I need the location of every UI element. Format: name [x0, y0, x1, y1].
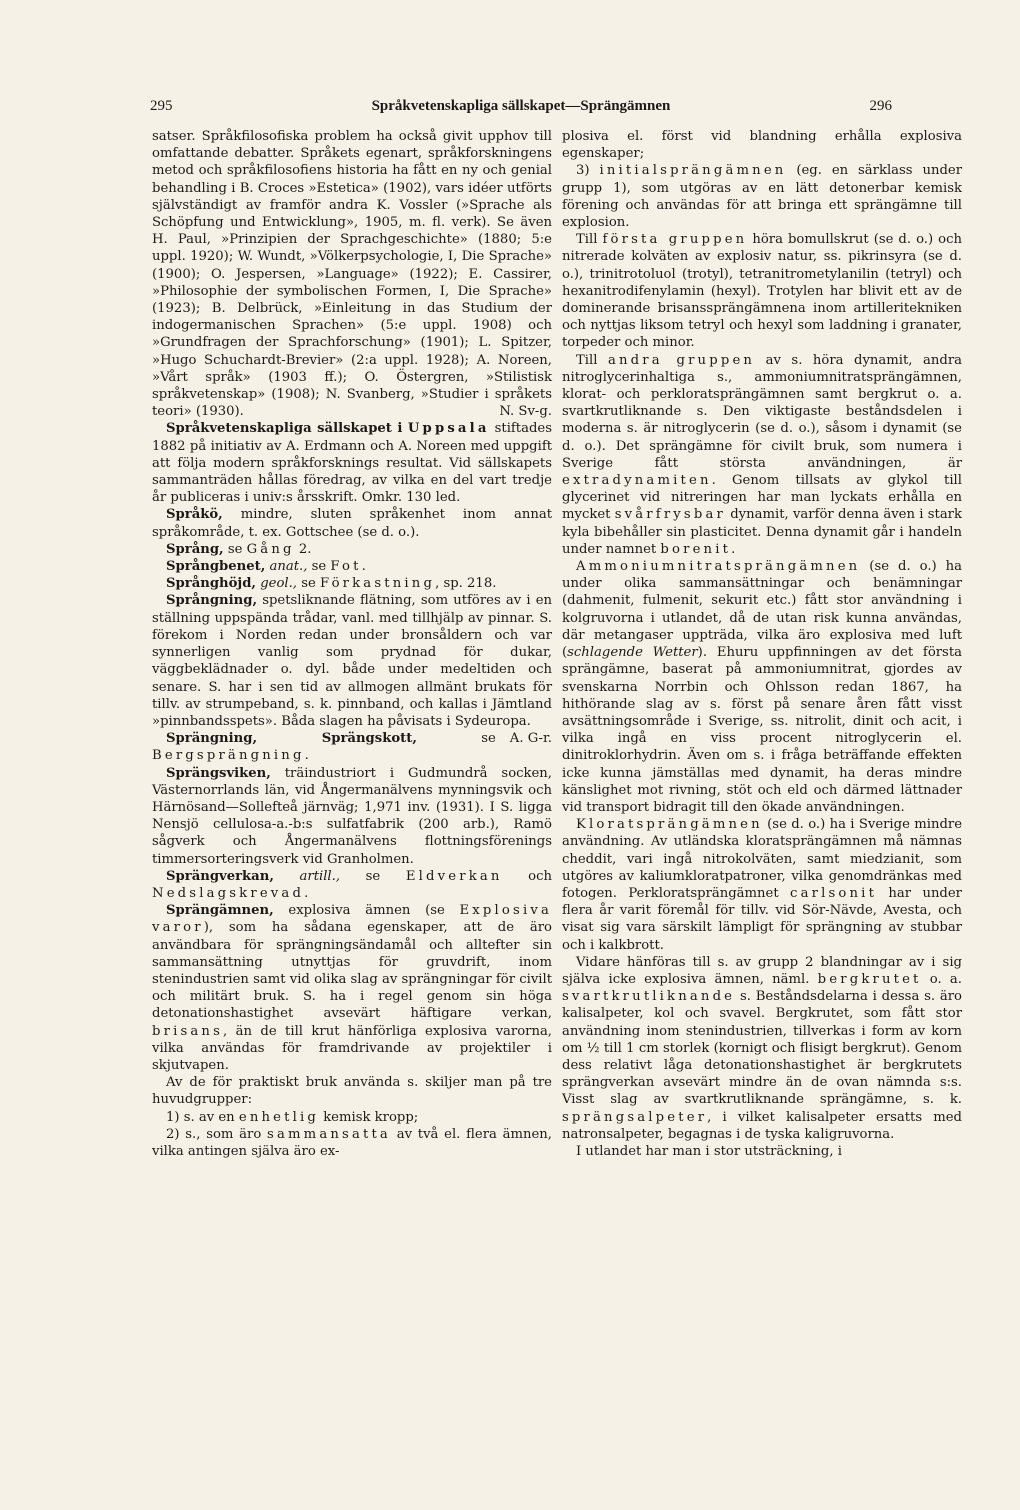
group-2-continued: plosiva el. först vid blandning erhålla explosiva egenskaper; — [562, 129, 962, 162]
paragraph-first-group: Till första gruppen höra bomullskrut (se d. o.) och nitrerade kolväten av explosiv natur, ss. pikrinsyra (se d. o.), trinitrotoluol (trotyl), tetranitrometylanilin (tetryl) och hexanitrodifenylamin (hexyl). Trotylen har blivit ett av de dominerande brisanssprängämnena inom artilleritekniken och nyttjas liksom tetryl och hexyl som laddning i granater, torpeder och minor. — [562, 232, 962, 351]
group-2: 2) s., som äro sammansatta av två el. flera ämnen, vilka antingen själva äro ex- — [152, 1126, 552, 1159]
page-header — [150, 98, 892, 120]
right-column — [562, 128, 962, 1160]
paragraph-groups: Av de för praktiskt bruk använda s. skiljer man på tre huvudgrupper: — [152, 1075, 552, 1108]
entry-sprangbenet: Språngbenet, anat., se Fot. — [166, 559, 366, 575]
entry-sprangsviken: Sprängsviken, träindustriort i Gudmundrå socken, Västernorrlands län, vid Ångermanälvens mynningsvik och Härnösand—Sollefteå järnväg; 1,971 inv. (1931). I S. ligga Nensjö cellulosa-a.-b:s sulfatfabrik (200 arb.), Ramö sågverk och Ångermanälvens flottningsförenings timmersorteringsverk vid Granholmen. — [152, 765, 552, 867]
group-1: 1) s. av en enhetlig kemisk kropp; — [166, 1109, 419, 1125]
entry-sprako: Språkö, mindre, sluten språkenhet inom annat språkområde, t. ex. Gottschee (se d. o.). — [152, 507, 552, 540]
paragraph-bergkrut: Vidare hänföras till s. av grupp 2 blandningar av i sig själva icke explosiva ämnen, näml. bergkrutet o. a. svartkrutliknande s. Beståndsdelarna i dessa s. äro kalisalpeter, kol och svavel. Bergkrutet, som fått stor användning inom stenindustrien, tillverkas i form av korn om ½ till 1 cm storlek (kornigt och flisigt bergkrut). Genom dess relativt låga detonationshastighet är bergkrutets sprängverkan avsevärt mindre än de ovan nämnda s:s. Visst slag av svartkrutliknande sprängämne, s. k. sprängsalpeter, i vilket kalisalpeter ersatts med natronsalpeter, begagnas i de tyska kaligruvorna. — [562, 954, 962, 1142]
page-number-left: 295 — [150, 98, 173, 114]
entry-sprangning-skott: Sprängning, Sprängskott, se Bergsprängning. — [152, 731, 496, 764]
paragraph-klorat: Kloratsprängämnen (se d. o.) ha i Sverige mindre användning. Av utländska kloratsprängämnen må nämnas cheddit, vari ingå nitrokolväten, samt miedzianit, som utgöres av kaliumkloratpatroner, vilka genomdränkas med fotogen. Perkloratsprängämnet carlsonit har under flera år varit föremål för tillv. vid Sör-Nävde, Avesta, och visat sig vara särskilt lämpligt för sprängning av stubbar och i kalkbrott. — [562, 817, 962, 953]
author-signature: A. G-r. — [509, 731, 552, 747]
paragraph-intro: satser. Språkfilosofiska problem ha också givit upphov till omfattande debatter. Språkets egenart, språkforskningens metod och språkfilosofiens historia ha fått en ny och genial behandling i B. Croces »Estetica» (1902), vars idéer utförts självständigt av framför andra K. Vossler (»Sprache als Schöpfung und Entwicklung», 1905, m. fl. verk). Se även H. Paul, »Prinzipien der Sprachgeschichte» (1880; 5:e uppl. 1920); W. Wundt, »Völkerpsychologie, I, Die Sprache» (1900); O. Jespersen, »Language» (1922); E. Cassirer, »Philosophie der symbolischen Formen, I, Die Sprache» (1923); B. Delbrück, »Einleitung in das Studium der indogermanischen Sprachen» (5:e uppl. 1908) och »Grundfragen der Sprachforschung» (1901); L. Spitzer, »Hugo Schuchardt-Brevier» (2:a uppl. 1928); A. Noreen, »Vårt språk» (1903 ff.); O. Östergren, »Stilistisk språkvetenskap» (1908); N. Svanberg, »Studier i språkets teori» (1930). N. Sv-g. — [152, 129, 552, 420]
left-column — [152, 128, 552, 1160]
entry-sprakvetenskapliga: Språkvetenskapliga sällskapet i Uppsala stiftades 1882 på initiativ av A. Erdmann och A. Noreen med uppgift att följa modern språkforsknings resultat. Vid sällskapets sammanträden hållas föredrag, av vilka en del vart tredje år publiceras i univ:s årsskrift. Omkr. 130 led. — [152, 421, 552, 506]
paragraph-utlandet: I utlandet har man i stor utsträckning, i — [576, 1143, 842, 1159]
paragraph-ammonium: Ammoniumnitratsprängämnen (se d. o.) ha under olika sammansättningar och benämningar (dahmenit, fulmenit, sekurit etc.) fått stor användning i kolgruvorna i utlandet, då de utan risk kunna användas, där metangaser uppträda, vilka äro explosiva med luft (schlagende Wetter). Ehuru uppfinningen av det första sprängämne, baserat på ammoniumnitrat, gjordes av svenskarna Norrbin och Ohlsson redan 1867, ha hithörande slag av s. först på senare åren fått visst avsättningsområde i Sverige, ss. nitrolit, dinit och acit, i vilka ingå en viss procent nitroglycerin el. dinitroklorhydrin. Även om s. i fråga beträffande effekten icke kunna jämställas med dynamit, ha deras mindre känslighet mot rivning, stöt och eld och därmed lättnader vid transport bidragit till den ökade användningen. — [562, 559, 962, 815]
entry-sprangning: Språngning, spetsliknande flätning, som utföres av i en ställning uppspända trådar, vanl. med tillhjälp av pinnar. S. förekom i Norden redan under bronsåldern och var synnerligen vanlig som prydnad för dukar, väggbeklädnader o. dyl. både under medeltiden och senare. S. har i sen tid av allmogen allmänt brukats för tillv. av strumpeband, s. k. pinnband, och kallas i Jämtland »pinnbandsspets». Båda slagen ha påvisats i Sydeuropa. A. G-r. — [152, 593, 552, 747]
entry-sprangverkan: Sprängverkan, artill., se Eldverkan och Nedslagskrevad. — [152, 868, 552, 901]
page-number-right: 296 — [869, 98, 892, 114]
running-title: Språkvetenskapliga sällskapet—Sprängämnen — [371, 98, 671, 114]
entry-spranghojd: Språnghöjd, geol., se Förkastning, sp. 218. — [166, 576, 497, 592]
entry-sprangamnen: Sprängämnen, explosiva ämnen (se Explosiva varor), som ha sådana egenskaper, att de äro användbara för sprängningsändamål och alltefter sin sammansättning utnyttjas för gruvdrift, inom stenindustrien samt vid olika slag av sprängningar för civilt och militärt bruk. S. ha i regel genom sin höga detonationshastighet avsevärt häftigare verkan, brisans, än de till krut hänförliga explosiva varorna, vilka användas för framdrivande av projektiler i skjutvapen. — [152, 903, 552, 1073]
paragraph-second-group: Till andra gruppen av s. höra dynamit, andra nitroglycerinhaltiga s., ammoniumnitratsprängämnen, klorat- och perkloratsprängämnen samt bergkrut o. a. svartkrutliknande s. Den viktigaste beståndsdelen i moderna s. är nitroglycerin (se d. o.), såsom i dynamit (se d. o.). Det sprängämne för civilt bruk, som numera i Sverige fått största användningen, är extradynamiten. Genom tillsats av glykol till glycerinet vid nitreringen har man lyckats erhålla en mycket svårfrysbar dynamit, varför denna även i stark kyla bibehåller sin plasticitet. Denna dynamit går i handeln under namnet borenit. — [562, 352, 962, 557]
group-3: 3) initialsprängämnen (eg. en särklass under grupp 1), som utgöras av en lätt detonerbar kemisk förening och användas för att bringa ett sprängämne till explosion. — [562, 163, 962, 231]
author-signature: N. Sv-g. — [499, 404, 552, 420]
entry-sprang: Språng, se Gång 2. — [166, 541, 312, 557]
